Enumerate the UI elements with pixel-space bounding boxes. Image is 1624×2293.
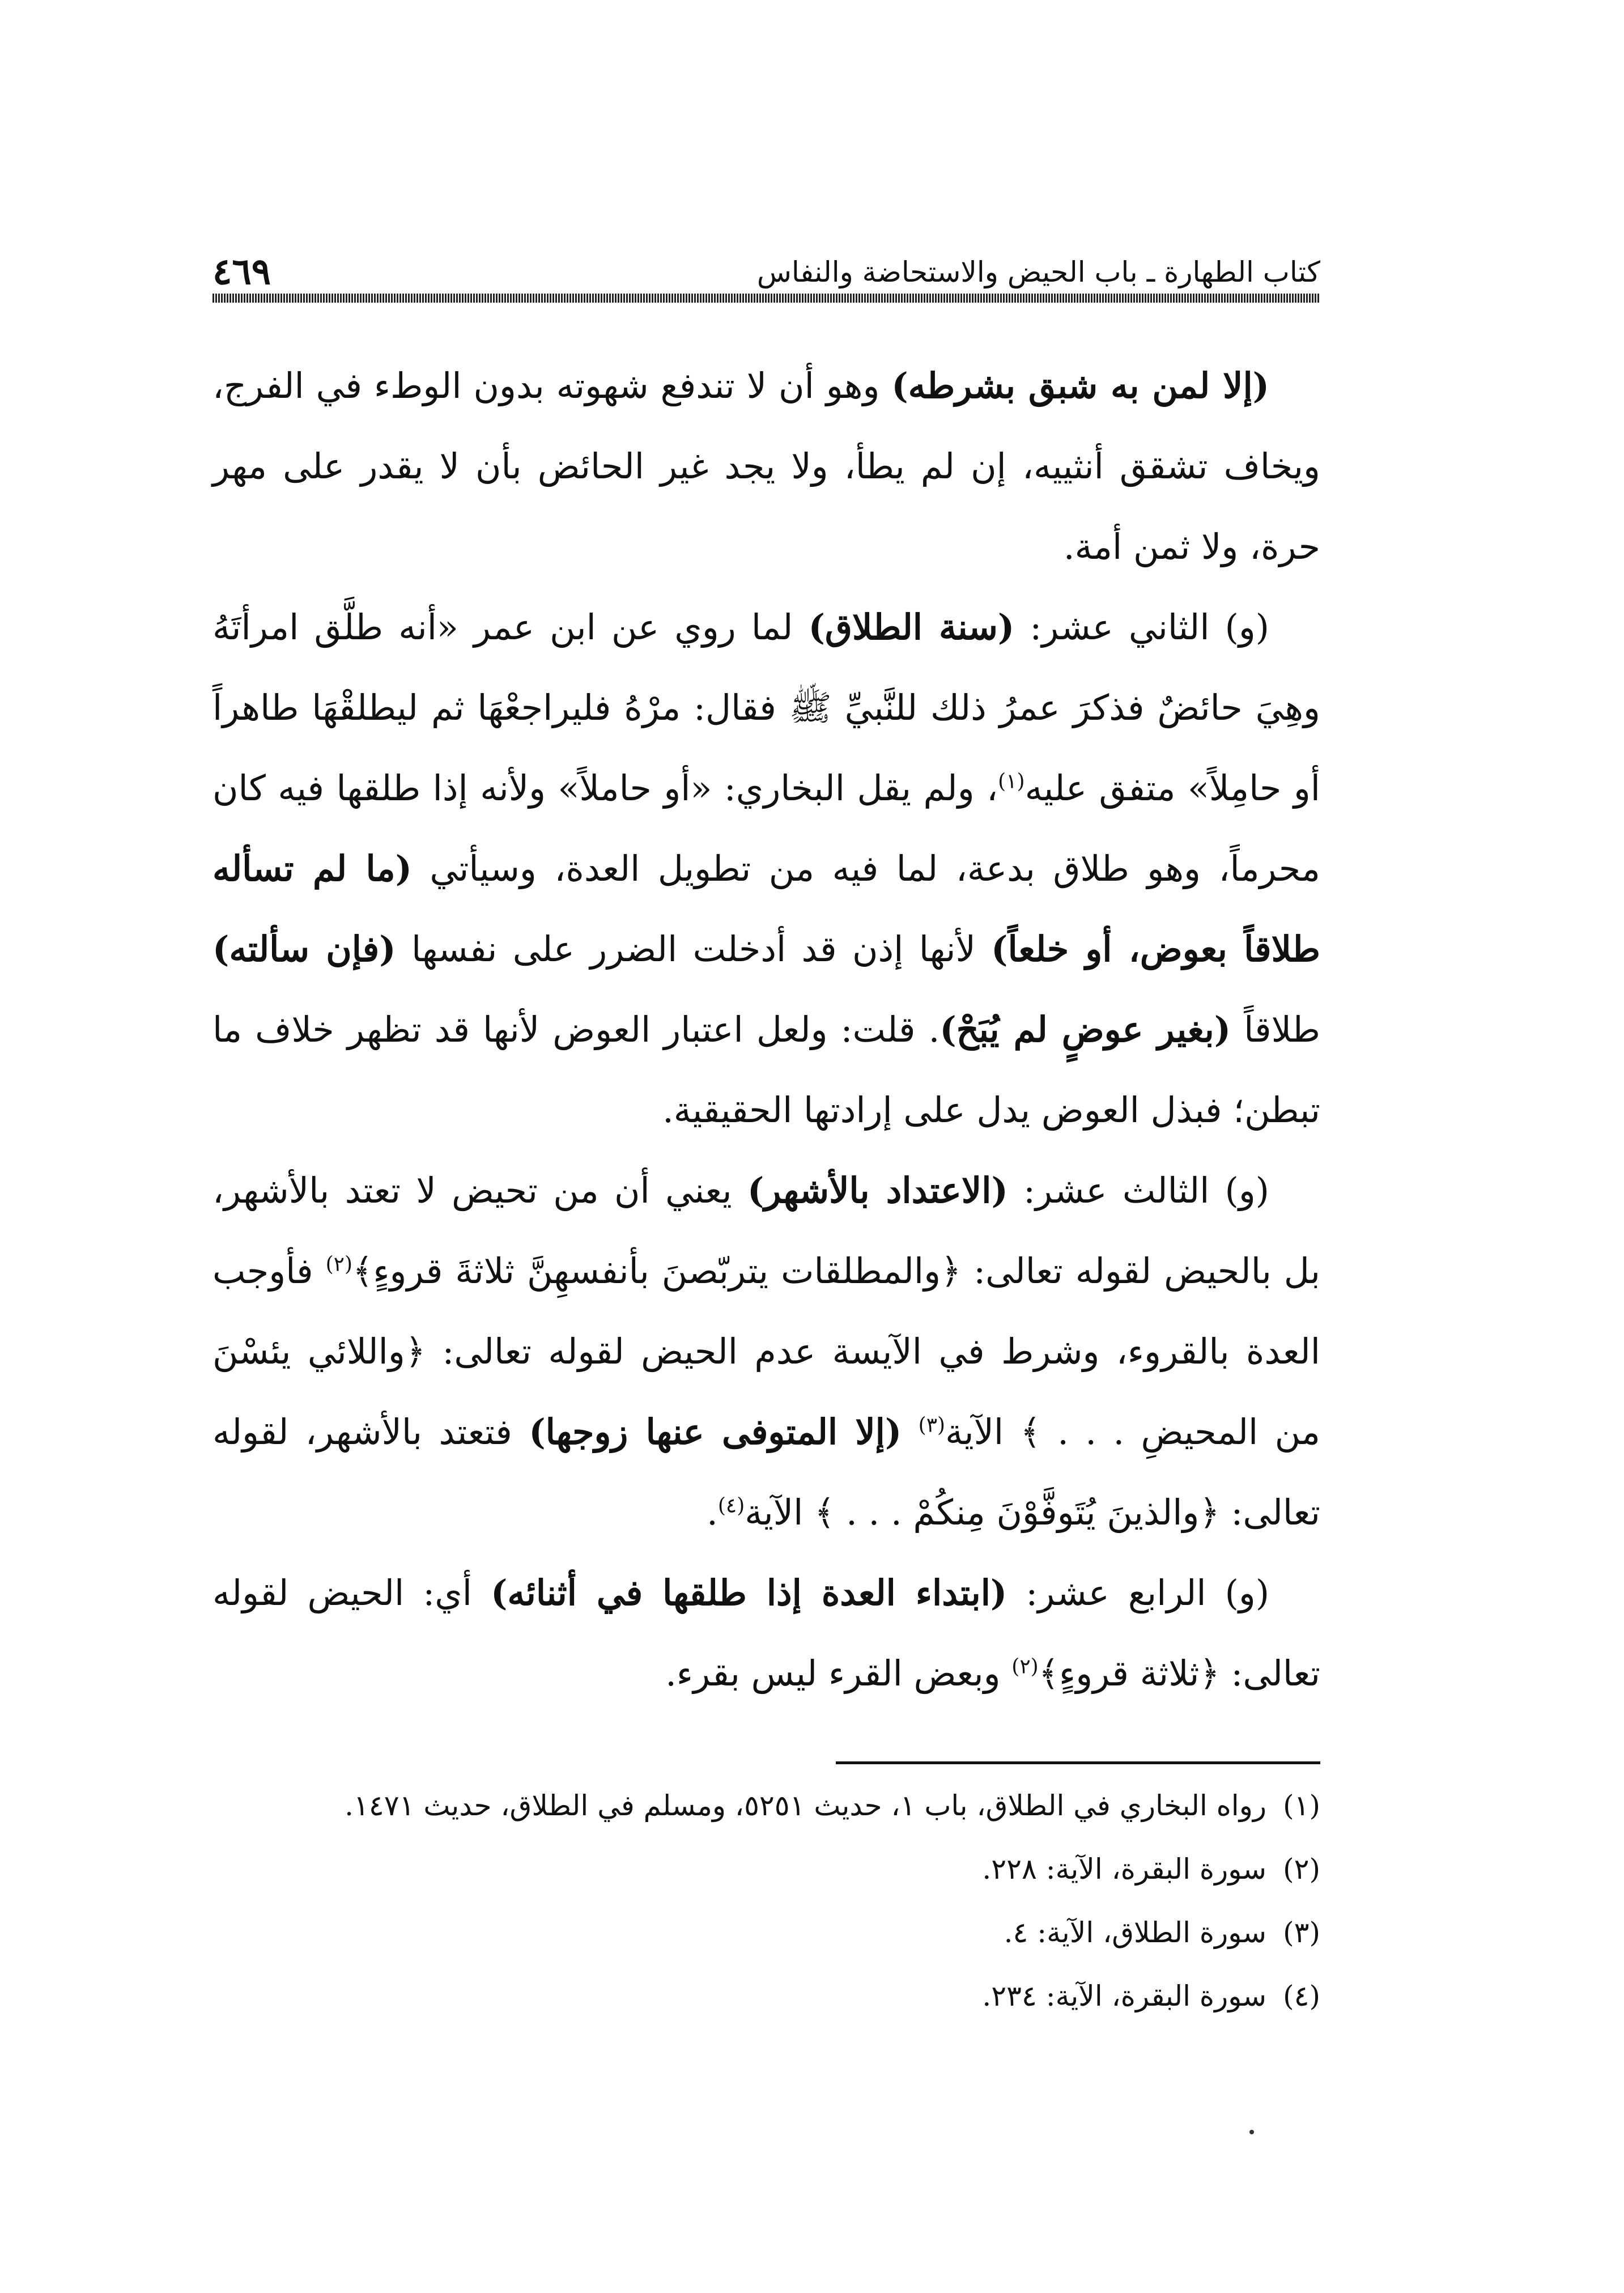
- page-number: ٤٦٩: [212, 250, 271, 293]
- footnote-number: (٣): [1283, 1916, 1320, 1949]
- ink-dot: [1249, 2130, 1254, 2134]
- footnote: [212, 1837, 1320, 1901]
- text-segment: . قلت: ولعل اعتبار العوض لأنها قد تظهر خلاف ما تبطن؛ فبذل العوض يدل على إرادتها الحقيقية.: [212, 1009, 1320, 1131]
- text-segment: (و) الرابع عشر:: [1007, 1572, 1270, 1613]
- footnote-text: سورة البقرة، الآية: ٢٣٤.: [982, 1980, 1266, 2012]
- bold-text-segment: (فإن سألته): [212, 928, 396, 970]
- footnote-number: (٢): [1283, 1853, 1320, 1886]
- text-segment: يعني أن من تحيض لا تعتد بالأشهر، بل بالحيض لقوله تعالى: ﴿والمطلقات يتربّصنَ بأنفسهِنَّ ثلاثةَ قروءٍ﴾: [212, 1170, 1320, 1292]
- text-segment: (و) الثالث عشر:: [1007, 1170, 1269, 1211]
- bold-text-segment: (ابتداء العدة إذا طلقها في أثنائه): [491, 1572, 1007, 1613]
- paragraph: [212, 1150, 1320, 1553]
- text-segment: لما روي عن ابن عمر «أنه طلَّق امرأتَهُ وهِيَ حائضٌ فذكرَ عمرُ ذلك للنَّبيِّ ﷺ فقال: مرْهُ فليراجعْهَا ثم ليطلقْهَا طاهراً أو حامِلاً» متفق عليه: [212, 606, 1321, 809]
- text-segment: [902, 1411, 918, 1453]
- bold-text-segment: (إلا لمن به شبق بشرطه): [891, 365, 1269, 406]
- header-rule: [212, 294, 1320, 303]
- text-segment: .: [707, 1492, 718, 1533]
- bold-text-segment: (إلا المتوفى عنها زوجها): [529, 1411, 902, 1453]
- text-segment: فأوجب العدة بالقروء، وشرط في الآيسة عدم الحيض لقوله تعالى: ﴿واللائي يئسْنَ من المحيضِ . . . ﴾ الآية: [212, 1250, 1320, 1453]
- footnote-separator: [836, 1761, 1320, 1764]
- bold-text-segment: (الاعتداد بالأشهر): [747, 1170, 1008, 1211]
- text-segment: وبعض القرء ليس بقرء.: [665, 1653, 1012, 1694]
- page-header: [212, 230, 1320, 292]
- footnote-reference: (٣): [918, 1413, 946, 1437]
- footnote-text: سورة الطلاق، الآية: ٤.: [1004, 1916, 1266, 1949]
- text-segment: أي: الحيض لقوله تعالى: ﴿ثلاثة قروءٍ﴾: [212, 1572, 1320, 1694]
- text-segment: ، ولم يقل البخاري: «أو حاملاً» ولأنه إذا طلقها فيه كان محرماً، وهو طلاق بدعة، لما فيه من تطويل العدة، وسيأتي: [212, 767, 1320, 889]
- footnote: [212, 1901, 1320, 1964]
- footnote-number: (١): [1283, 1789, 1320, 1822]
- paragraph: [212, 587, 1320, 1150]
- footnote-reference: (٤): [717, 1494, 745, 1518]
- footnote-text: رواه البخاري في الطلاق، باب ١، حديث ٥٢٥١، ومسلم في الطلاق، حديث ١٤٧١.: [345, 1789, 1266, 1822]
- paragraph: [212, 346, 1320, 587]
- text-segment: (و) الثاني عشر:: [1014, 606, 1269, 648]
- footnote-text: سورة البقرة، الآية: ٢٢٨.: [982, 1853, 1266, 1886]
- footnote: [212, 1774, 1320, 1837]
- footnote-reference: (١): [998, 770, 1025, 793]
- bold-text-segment: (سنة الطلاق): [808, 606, 1015, 648]
- text-segment: وهو أن لا تندفع شهوته بدون الوطء في الفرج، ويخاف تشقق أنثييه، إن لم يطأ، ولا يجد غير الحائض بأن لا يقدر على مهر حرة، ولا ثمن أمة.: [212, 365, 1320, 567]
- running-title: كتاب الطهارة ـ باب الحيض والاستحاضة والنفاس: [756, 256, 1320, 288]
- footnote: [212, 1964, 1320, 2028]
- bold-text-segment: (بغير عوضٍ لم يُبَحْ): [939, 1009, 1231, 1050]
- bold-text-segment: (ما لم تسأله طلاقاً بعوض، أو خلعاً): [212, 848, 1320, 970]
- footnote-reference: (٢): [1011, 1655, 1039, 1679]
- text-segment: طلاقاً: [1231, 1009, 1320, 1050]
- footnote-number: (٤): [1283, 1980, 1320, 2012]
- text-segment: لأنها إذن قد أدخلت الضرر على نفسها: [396, 928, 992, 970]
- footnotes: [212, 1774, 1320, 2028]
- paragraph: [212, 1553, 1320, 1714]
- main-text: [212, 346, 1320, 1714]
- text-segment: فتعتد بالأشهر، لقوله تعالى: ﴿والذينَ يُتَوفَّوْنَ مِنكُمْ . . . ﴾ الآية: [212, 1411, 1320, 1533]
- footnote-reference: (٢): [325, 1252, 353, 1276]
